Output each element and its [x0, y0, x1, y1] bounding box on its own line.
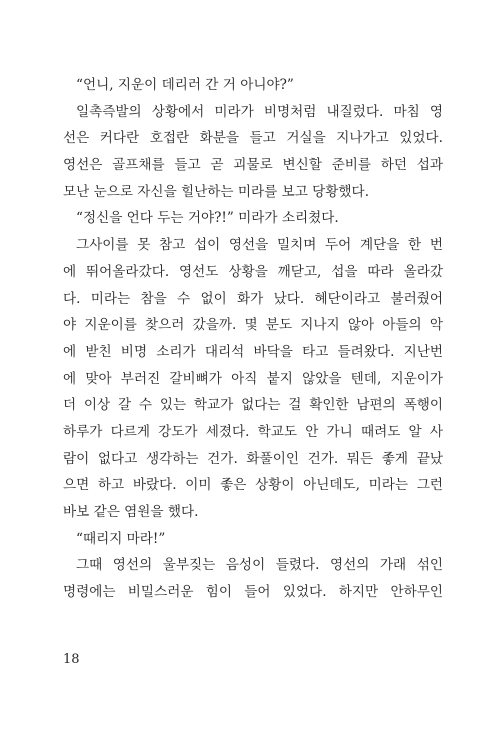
text-line-6: “정신을 언다 두는 거야?!” 미라가 소리쳤다.: [76, 210, 339, 227]
text-line-9: 다. 미라는 참을 수 없이 화가 났다. 혜단이라고 불러줬어: [63, 290, 443, 307]
text-line-18: “때리지 마라!”: [76, 530, 166, 547]
text-line-7: 그사이를 못 참고 섭이 영선을 밀치며 두어 계단을 한 번: [76, 237, 443, 254]
text-line-16: 으면 하고 바랐다. 이미 좋은 상황이 아닌데도, 미라는 그런: [63, 477, 443, 494]
text-line-11: 에 받친 비명 소리가 대리석 바닥을 타고 들려왔다. 지난번: [63, 343, 443, 360]
text-line-12: 에 맞아 부러진 갈비뼈가 아직 붙지 않았을 텐데, 지운이가: [63, 370, 443, 387]
body-text: [63, 72, 443, 606]
text-line-20: 명령에는 비밀스러운 힘이 들어 있었다. 하지만 안하무인: [63, 584, 443, 601]
text-line-5: 모난 눈으로 자신을 힐난하는 미라를 보고 당황했다.: [63, 183, 370, 200]
page-number: 18: [63, 652, 80, 667]
text-line-3: 선은 커다란 호접란 화분을 들고 거실을 지나가고 있었다.: [63, 130, 443, 147]
text-line-19: 그때 영선의 울부짖는 음성이 들렸다. 영선의 가래 섞인: [76, 557, 443, 574]
text-line-1: “언니, 지운이 데리러 간 거 아니야?”: [76, 77, 294, 93]
text-line-15: 람이 없다고 생각하는 건가. 화풀이인 건가. 뭐든 좋게 끝났: [63, 450, 443, 467]
text-line-13: 더 이상 갈 수 있는 학교가 없다는 걸 확인한 남편의 폭행이: [63, 397, 443, 414]
text-line-10: 야 지운이를 찾으러 갔을까. 몇 분도 지나지 않아 아들의 악: [63, 317, 443, 334]
text-line-2: 일촉즉발의 상황에서 미라가 비명처럼 내질렀다. 마침 영: [76, 103, 443, 120]
text-line-17: 바보 같은 염원을 했다.: [63, 504, 199, 520]
text-line-4: 영선은 골프채를 들고 곧 괴물로 변신할 준비를 하던 섭과: [63, 157, 443, 174]
text-line-8: 에 뛰어올라갔다. 영선도 상황을 깨닫고, 섭을 따라 올라갔: [63, 263, 443, 280]
text-line-14: 하루가 다르게 강도가 세졌다. 학교도 안 가니 때려도 알 사: [63, 423, 443, 440]
